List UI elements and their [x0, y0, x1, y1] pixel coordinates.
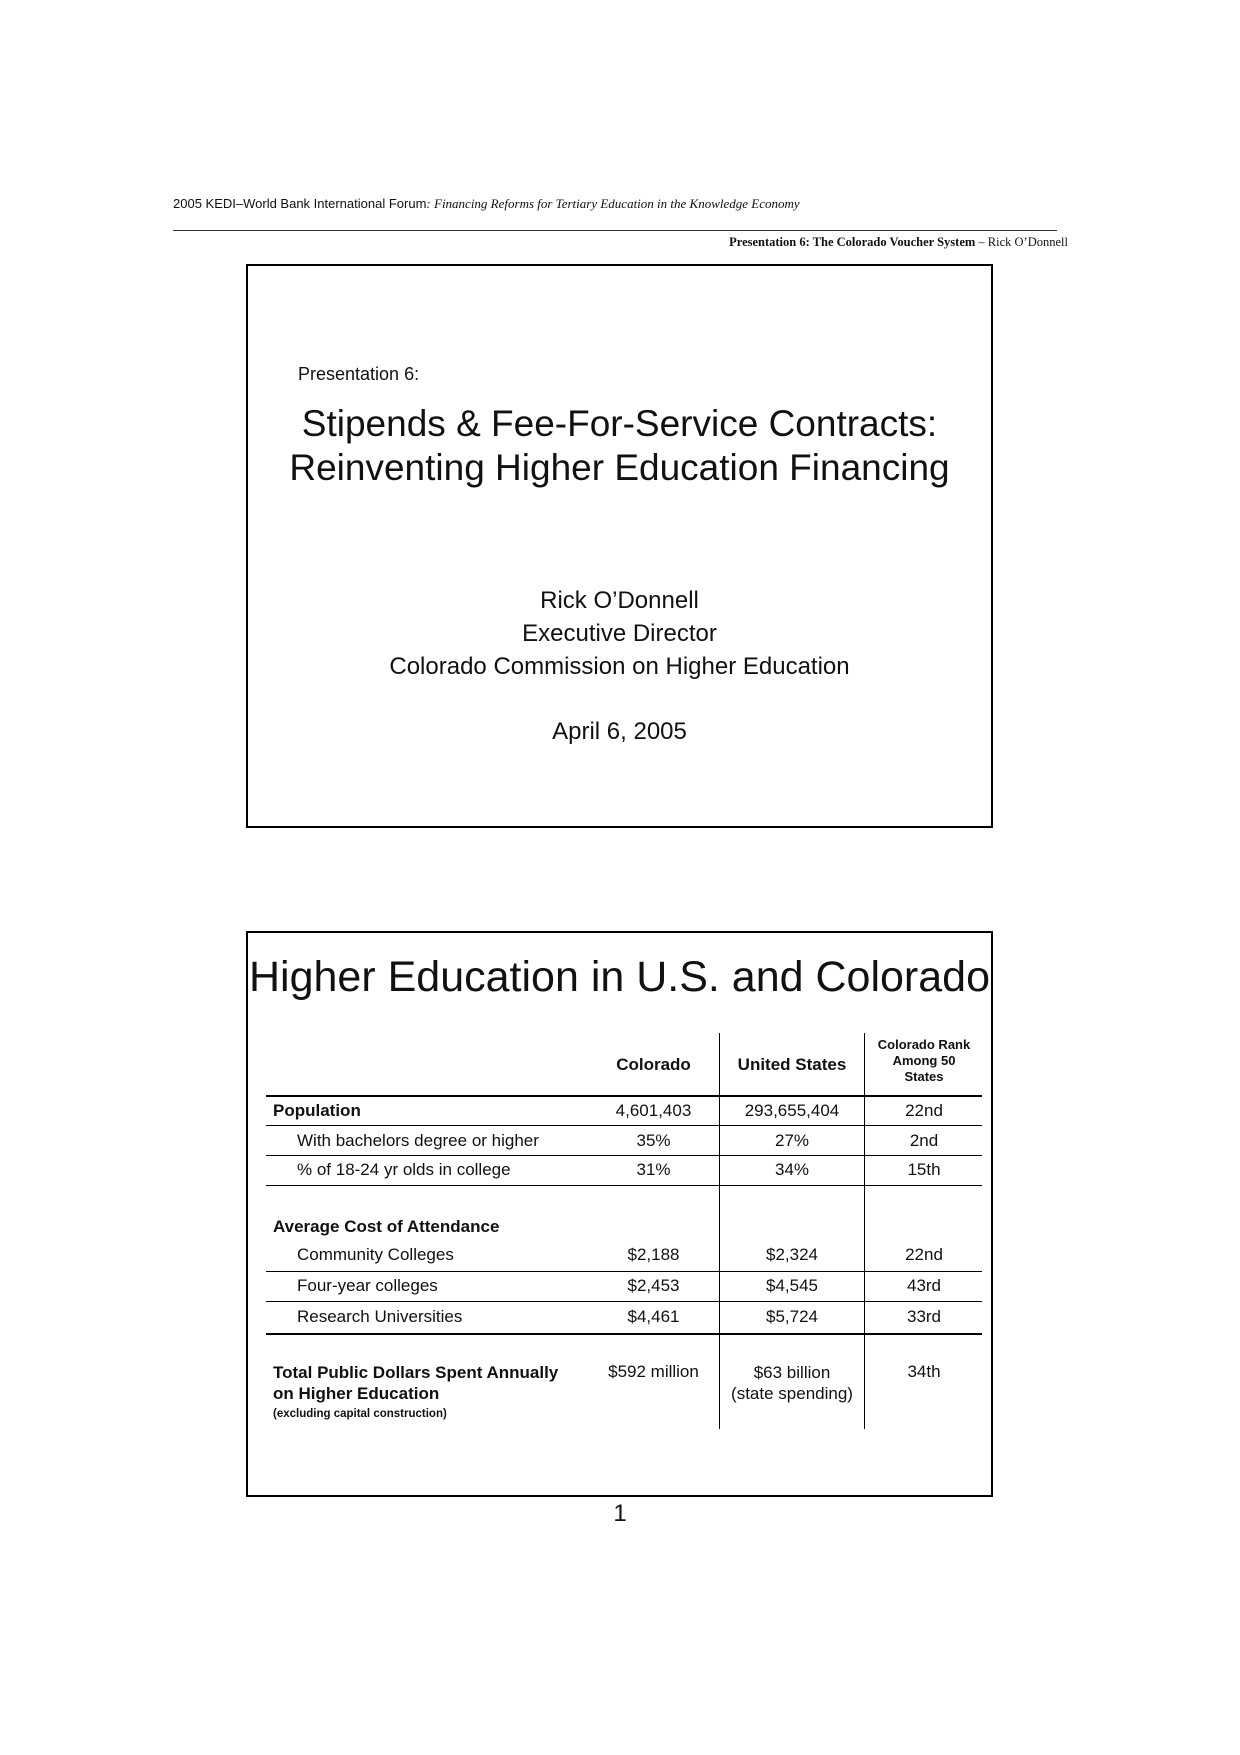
slide1-title-line1: Stipends & Fee-For-Service Contracts:	[301, 403, 938, 444]
slide-table	[246, 931, 993, 1497]
total-note: (excluding capital construction)	[273, 1408, 447, 1420]
cell-value: 27%	[774, 1131, 810, 1150]
row-label-community: Community Colleges	[297, 1245, 454, 1264]
slide1-title	[248, 402, 991, 490]
cell-value: $5,724	[766, 1307, 818, 1326]
row-label-bachelors: With bachelors degree or higher	[297, 1131, 539, 1150]
presentation-author: – Rick O’Donnell	[975, 235, 1068, 249]
table-rule	[266, 1271, 982, 1272]
table-rule	[266, 1155, 982, 1156]
data-table	[266, 1033, 982, 1429]
presentation-title: Presentation 6: The Colorado Voucher System	[729, 235, 976, 249]
cell-value: $2,453	[627, 1276, 680, 1295]
slide-title	[246, 264, 993, 828]
table-divider	[719, 1033, 720, 1429]
table-divider	[864, 1033, 865, 1429]
slide1-date: April 6, 2005	[552, 718, 687, 745]
cell-value: 293,655,404	[744, 1101, 840, 1120]
cell-value: 4,601,403	[615, 1101, 692, 1120]
total-us-line: $63 billion	[753, 1363, 831, 1382]
row-label-population: Population	[273, 1101, 361, 1120]
cell-value: 34%	[774, 1160, 810, 1179]
slide2-title: Higher Education in U.S. and Colorado	[249, 953, 990, 1001]
total-label-line: Total Public Dollars Spent Annually	[273, 1363, 559, 1382]
table-rule	[266, 1185, 982, 1186]
section-heading-cost: Average Cost of Attendance	[273, 1217, 500, 1236]
slide1-title-line2: Reinventing Higher Education Financing	[289, 447, 950, 488]
cell-value: $2,188	[627, 1245, 680, 1264]
document-header	[173, 196, 800, 212]
table-rule	[266, 1333, 982, 1335]
col-header-rank	[866, 1037, 982, 1085]
author-role: Executive Director	[522, 620, 717, 647]
row-label-in-college: % of 18-24 yr olds in college	[297, 1160, 511, 1179]
row-label-research: Research Universities	[297, 1307, 463, 1326]
row-label-fouryear: Four-year colleges	[297, 1276, 438, 1295]
table-rule	[266, 1125, 982, 1126]
author-name: Rick O’Donnell	[540, 587, 699, 614]
cell-value: 15th	[907, 1160, 941, 1179]
total-label-line: on Higher Education	[273, 1384, 440, 1403]
author-org: Colorado Commission on Higher Education	[389, 653, 850, 680]
slide1-label: Presentation 6:	[298, 364, 420, 384]
cell-value: $592 million	[608, 1362, 699, 1381]
cell-value: 43rd	[906, 1276, 942, 1295]
col-header-us: United States	[737, 1055, 847, 1074]
cell-value: $4,545	[766, 1276, 818, 1295]
table-rule	[266, 1301, 982, 1302]
cell-value: 22nd	[905, 1101, 943, 1120]
forum-name: 2005 KEDI–World Bank International Forum	[173, 196, 427, 211]
cell-value: $2,324	[766, 1245, 818, 1264]
slide1-author-block	[248, 584, 991, 683]
cell-value	[721, 1362, 863, 1404]
col-header-colorado: Colorado	[616, 1055, 691, 1074]
forum-subtitle: Financing Reforms for Tertiary Education in the Knowledge Economy	[434, 196, 800, 211]
rank-header-line: States	[904, 1069, 944, 1084]
cell-value: $4,461	[627, 1307, 680, 1326]
rank-header-line: Colorado Rank	[877, 1037, 971, 1052]
cell-value: 31%	[636, 1160, 671, 1179]
header-separator: :	[426, 196, 434, 211]
total-us-line: (state spending)	[731, 1384, 853, 1403]
cell-value: 2nd	[909, 1131, 939, 1150]
presentation-line	[729, 235, 1068, 250]
row-label-total	[273, 1362, 558, 1425]
table-rule	[266, 1095, 982, 1097]
cell-value: 35%	[636, 1131, 671, 1150]
cell-value: 34th	[907, 1362, 941, 1381]
cell-value: 33rd	[906, 1307, 942, 1326]
header-rule	[173, 230, 1057, 231]
cell-value: 22nd	[905, 1245, 943, 1264]
page-number: 1	[613, 1500, 627, 1527]
rank-header-line: Among 50	[892, 1053, 956, 1068]
